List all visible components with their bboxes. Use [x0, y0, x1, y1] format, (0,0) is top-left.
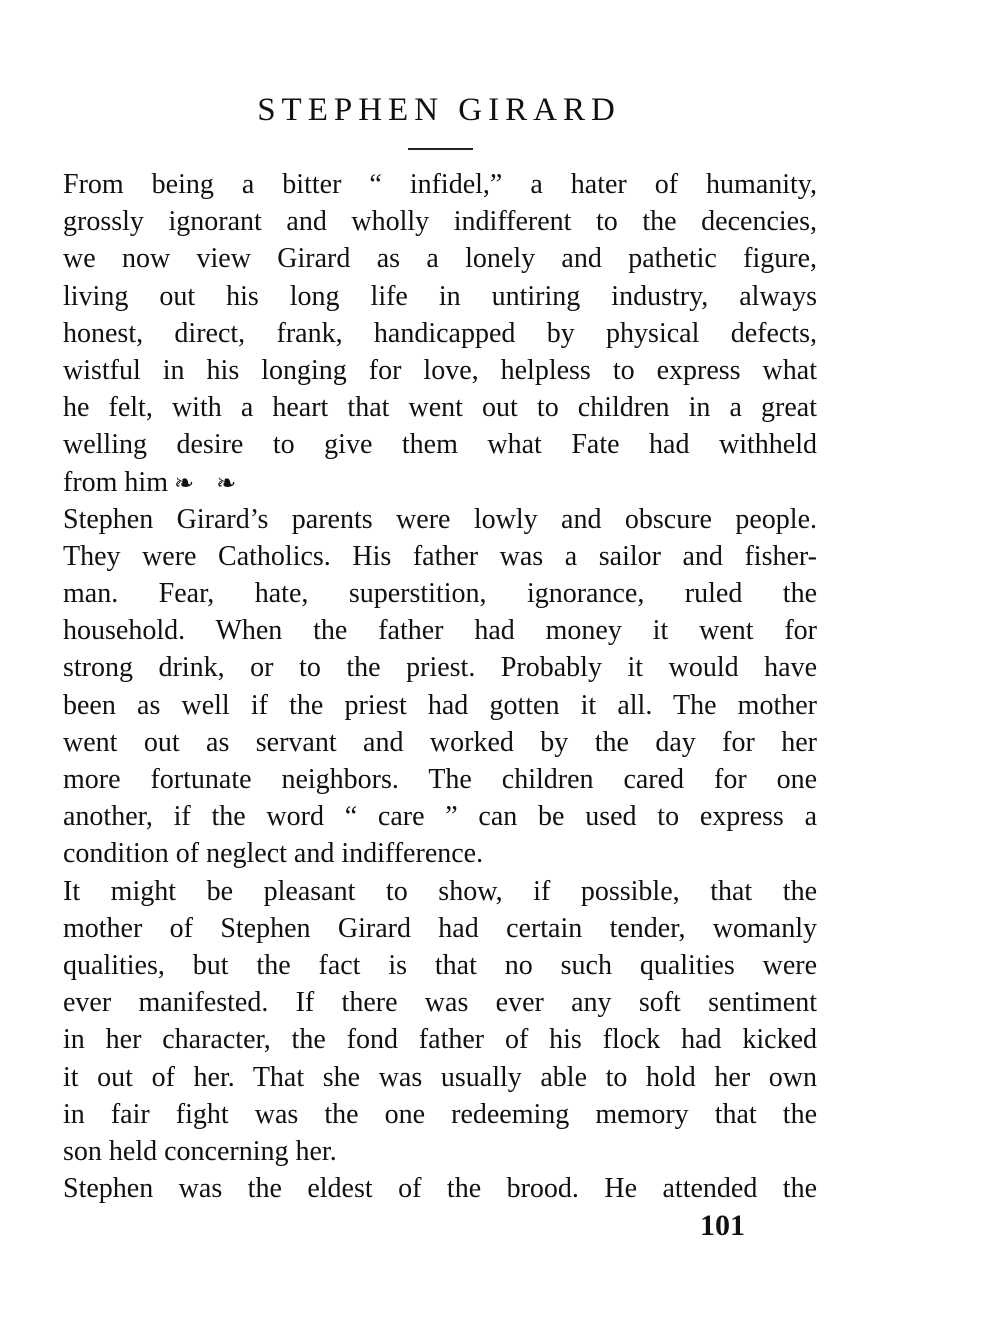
text-line: wistful in his longing for love, helpless to express what — [63, 354, 817, 386]
text-line: welling desire to give them what Fate had withheld — [63, 429, 817, 461]
text-line: From being a bitter “ infidel,” a hater of humanity, — [63, 169, 817, 200]
text-line: we now view Girard as a lonely and pathetic figure, — [63, 243, 817, 275]
running-title: STEPHEN GIRARD — [257, 92, 621, 128]
text-line: ever manifested. If there was ever any soft sentiment — [63, 987, 817, 1019]
text-line: strong drink, or to the priest. Probably it would have — [63, 652, 817, 684]
body-text — [63, 166, 817, 1207]
text-line: in fair fight was the one redeeming memory that the — [63, 1098, 817, 1130]
text-line: household. When the father had money it went for — [63, 615, 817, 647]
text-line: qualities, but the fact is that no such qualities were — [63, 949, 817, 981]
text-line: They were Catholics. His father was a sailor and fisher- — [63, 540, 817, 572]
text-line: son held concerning her. — [63, 1135, 337, 1167]
text-line: been as well if the priest had gotten it all. The mother — [63, 689, 817, 721]
text-line: grossly ignorant and wholly indifferent to the decencies, — [63, 206, 817, 238]
text-line: living out his long life in untiring industry, always — [63, 280, 817, 312]
text-line-with-ornament — [63, 464, 817, 501]
text-line: Stephen Girard’s parents were lowly and obscure people. — [63, 503, 817, 535]
text-line: went out as servant and worked by the day for her — [63, 726, 817, 758]
fleuron-ornament-icon: ❧ ❧ — [174, 470, 245, 497]
text-line: he felt, with a heart that went out to children in a great — [63, 392, 817, 424]
text-line: It might be pleasant to show, if possible, that the — [63, 875, 817, 907]
text-line: in her character, the fond father of his flock had kicked — [63, 1024, 817, 1056]
text-line: more fortunate neighbors. The children cared for one — [63, 764, 817, 795]
text-line: from him — [63, 466, 168, 498]
text-line: honest, direct, frank, handicapped by physical defects, — [63, 317, 817, 349]
text-line: another, if the word “ care ” can be used to express a — [63, 801, 817, 833]
text-line: Stephen was the eldest of the brood. He attended the — [63, 1173, 817, 1205]
text-line: mother of Stephen Girard had certain tender, womanly — [63, 912, 817, 944]
text-line: condition of neglect and indifference. — [63, 838, 484, 870]
title-rule — [408, 148, 473, 150]
text-line: man. Fear, hate, superstition, ignorance, ruled the — [63, 578, 817, 610]
page-number: 101 — [700, 1209, 745, 1242]
text-line: it out of her. That she was usually able to hold her own — [63, 1061, 817, 1093]
